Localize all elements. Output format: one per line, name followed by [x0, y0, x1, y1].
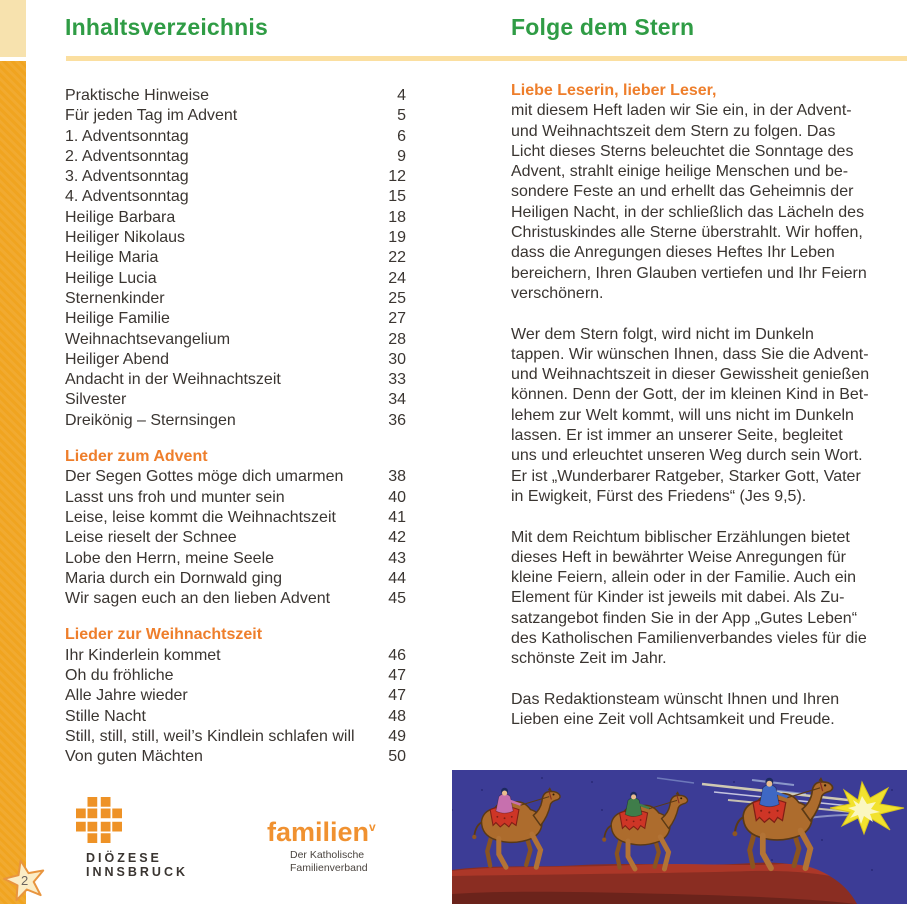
toc-entry-page: 46 — [388, 646, 406, 664]
toc-entry-label: Andacht in der Weihnachtszeit — [65, 371, 281, 389]
sidebar-accent-square — [0, 0, 26, 57]
text-line: und Weihnachtszeit in dieser Gewissheit genießen — [511, 366, 870, 384]
text-line: Er ist „Wunderbarer Ratgeber, Starker Gott, Vater — [511, 467, 861, 485]
section-title-advent-songs: Lieder zum Advent — [65, 448, 208, 466]
toc-entry — [65, 569, 406, 589]
magi-illustration — [452, 770, 907, 904]
toc-entry-page: 50 — [388, 748, 406, 766]
toc-entry-label: Ihr Kinderlein kommet — [65, 646, 221, 664]
toc-entry — [65, 508, 406, 528]
toc-entry — [65, 467, 406, 487]
toc-entry-page: 40 — [388, 488, 406, 506]
toc-entry — [65, 747, 406, 767]
toc-entry-page: 9 — [397, 147, 406, 165]
letter-paragraph-1 — [511, 101, 907, 304]
toc-entry-label: Heilige Maria — [65, 249, 159, 267]
toc-entry-page: 43 — [388, 549, 406, 567]
text-line: und Weihnachtszeit dem Stern zu folgen. Das — [511, 122, 836, 140]
toc-entry — [65, 727, 406, 747]
text-line: in Ewigkeit, Fürst des Friedens“ (Jes 9,5). — [511, 487, 807, 505]
toc-entry — [65, 269, 406, 289]
text-line: des Katholischen Familienverbandes vieles für die — [511, 630, 867, 648]
toc-advent-songs-list — [65, 467, 406, 609]
text-line: Licht dieses Sterns beleuchtet die Sonntage des — [511, 142, 854, 160]
toc-entry-page: 45 — [388, 590, 406, 608]
toc-entry-page: 6 — [397, 127, 406, 145]
text-line: lehem zur Welt kommt, will uns nicht im Dunkeln — [511, 406, 854, 424]
text-line: dieses Heft in bewährter Weise Anregungen für — [511, 548, 847, 566]
text-line: Das Redaktionsteam wünscht Ihnen und Ihren — [511, 690, 840, 708]
text-line: Wer dem Stern folgt, wird nicht im Dunkeln — [511, 325, 814, 343]
toc-entry-page: 48 — [388, 707, 406, 725]
toc-entry — [65, 549, 406, 569]
text-line: satzangebot finden Sie in der App „Gutes Leben“ — [511, 609, 858, 627]
toc-entry-label: Sternenkinder — [65, 289, 165, 307]
toc-entry — [65, 390, 406, 410]
toc-entry — [65, 589, 406, 609]
toc-entry-page: 12 — [388, 168, 406, 186]
toc-entry-label: Dreikönig – Sternsingen — [65, 411, 236, 429]
text-line: schönste Zeit im Jahr. — [511, 650, 667, 668]
text-line: mit diesem Heft laden wir Sie ein, in der Advent- — [511, 102, 852, 120]
toc-entry — [65, 248, 406, 268]
text-line: tappen. Wir wünschen Ihnen, dass Sie die Advent- — [511, 345, 869, 363]
toc-entry — [65, 228, 406, 248]
section-title-christmas-songs: Lieder zur Weihnachtszeit — [65, 626, 263, 644]
text-line: uns und erleuchtet unseren Weg durch sein Wort. — [511, 447, 863, 465]
text-line: sondere Feste an und erhellt das Geheimnis der — [511, 183, 854, 201]
diocese-cross-icon — [76, 797, 122, 843]
diocese-logo-line2: INNSBRUCK — [86, 865, 188, 879]
text-line: Element für Kinder ist jeweils mit dabei. Als Zu- — [511, 589, 845, 607]
text-line: bereichern, Ihren Glauben vertiefen und Ihr Feiern — [511, 264, 867, 282]
toc-entry — [65, 127, 406, 147]
toc-christmas-songs-list — [65, 646, 406, 768]
toc-entry-label: Oh du fröhliche — [65, 667, 174, 685]
toc-entry-page: 44 — [388, 569, 406, 587]
letter-paragraph-2 — [511, 325, 907, 508]
toc-entry — [65, 686, 406, 706]
toc-entry-page: 28 — [388, 330, 406, 348]
toc-entry — [65, 86, 406, 106]
familien-logo-mark: v — [369, 820, 376, 834]
toc-entry — [65, 707, 406, 727]
text-line: verschönern. — [511, 284, 604, 302]
toc-entry-page: 47 — [388, 687, 406, 705]
toc-entry — [65, 646, 406, 666]
salutation: Liebe Leserin, lieber Leser, — [511, 82, 717, 99]
toc-entry-page: 36 — [388, 411, 406, 429]
toc-entry-label: 2. Adventsonntag — [65, 147, 189, 165]
toc-entry — [65, 309, 406, 329]
page-number-star — [1, 858, 49, 904]
toc-entry-page: 38 — [388, 468, 406, 486]
toc-entry-page: 24 — [388, 269, 406, 287]
letter-paragraph-4 — [511, 690, 907, 731]
toc-entry — [65, 370, 406, 390]
toc-entry — [65, 411, 406, 431]
diocese-logo-line1: DIÖZESE — [86, 851, 162, 865]
diocese-innsbruck-logo — [76, 797, 188, 879]
toc-entry-page: 33 — [388, 371, 406, 389]
toc-entry — [65, 330, 406, 350]
toc-column — [65, 86, 406, 768]
toc-entry — [65, 666, 406, 686]
toc-entry-label: Heiliger Abend — [65, 350, 170, 368]
text-line: lassen. Er ist immer an unserer Seite, begleitet — [511, 427, 843, 445]
header-underline — [66, 56, 907, 61]
toc-entry-label: Stille Nacht — [65, 707, 146, 725]
toc-entry-page: 42 — [388, 529, 406, 547]
text-line: Lieben eine Zeit voll Achtsamkeit und Freude. — [511, 711, 835, 729]
toc-entry-page: 49 — [388, 727, 406, 745]
toc-entry — [65, 289, 406, 309]
text-line: können. Denn der Gott, der im kleinen Kind in Bet- — [511, 386, 869, 404]
toc-entry-page: 41 — [388, 508, 406, 526]
toc-entry-page: 19 — [388, 229, 406, 247]
toc-entry — [65, 167, 406, 187]
text-line: Heiligen Nacht, in der schließlich das Lächeln des — [511, 203, 865, 221]
page-title-follow-star: Folge dem Stern — [511, 14, 695, 40]
toc-entry-label: 3. Adventsonntag — [65, 168, 189, 186]
toc-entry — [65, 488, 406, 508]
toc-entry — [65, 208, 406, 228]
toc-entry-label: Alle Jahre wieder — [65, 687, 188, 705]
text-line: kleine Feiern, allein oder in der Familie. Auch ein — [511, 569, 857, 587]
letter-paragraph-3 — [511, 528, 907, 670]
text-line: Mit dem Reichtum biblischer Erzählungen bietet — [511, 528, 850, 546]
toc-entry — [65, 187, 406, 207]
toc-entry-page: 18 — [388, 208, 406, 226]
toc-entry-page: 15 — [388, 188, 406, 206]
toc-entry-label: Heilige Barbara — [65, 208, 176, 226]
toc-entry-label: Still, still, still, weil’s Kindlein schlafen will — [65, 727, 355, 745]
page-number: 2 — [21, 873, 29, 888]
text-line: Advent, strahlt einige heilige Menschen und be- — [511, 163, 849, 181]
toc-entry-page: 22 — [388, 249, 406, 267]
toc-entry — [65, 147, 406, 167]
text-line: Christuskindes alle Sterne überstrahlt. Wir hoffen, — [511, 224, 863, 242]
toc-entry-label: Für jeden Tag im Advent — [65, 107, 238, 125]
toc-entry-label: 1. Adventsonntag — [65, 127, 189, 145]
toc-entry-page: 5 — [397, 107, 406, 125]
toc-entry — [65, 106, 406, 126]
toc-entry-label: Leise rieselt der Schnee — [65, 529, 237, 547]
toc-entry-page: 25 — [388, 289, 406, 307]
toc-entry — [65, 528, 406, 548]
toc-entry-page: 34 — [388, 391, 406, 409]
toc-entry-label: Wir sagen euch an den lieben Advent — [65, 590, 331, 608]
page-title-toc: Inhaltsverzeichnis — [65, 14, 269, 40]
toc-entry — [65, 350, 406, 370]
toc-entry-label: Leise, leise kommt die Weihnachtszeit — [65, 508, 336, 526]
letter-column — [511, 81, 907, 731]
toc-entry-label: Silvester — [65, 391, 127, 409]
toc-entry-page: 30 — [388, 350, 406, 368]
toc-entry-label: Lobe den Herrn, meine Seele — [65, 549, 275, 567]
toc-entry-label: Heilige Familie — [65, 310, 170, 328]
toc-entry-label: 4. Adventsonntag — [65, 188, 189, 206]
toc-entry-label: Der Segen Gottes möge dich umarmen — [65, 468, 344, 486]
toc-entry-label: Heilige Lucia — [65, 269, 157, 287]
toc-entry-label: Praktische Hinweise — [65, 87, 210, 104]
toc-entry-page: 47 — [388, 667, 406, 685]
toc-entry-label: Von guten Mächten — [65, 748, 203, 766]
familienverband-logo — [267, 814, 376, 874]
toc-entry-page: 27 — [388, 310, 406, 328]
text-line: dass die Anregungen dieses Heftes Ihr Leben — [511, 244, 835, 262]
familien-wordmark: familien$^v$ — [267, 817, 376, 847]
familienverband-subtitle: Der Katholische Familienverband — [290, 849, 368, 874]
toc-main-list — [65, 86, 406, 431]
toc-entry-page: 4 — [397, 87, 406, 104]
toc-entry-label: Maria durch ein Dornwald ging — [65, 569, 282, 587]
toc-entry-label: Lasst uns froh und munter sein — [65, 488, 285, 506]
sidebar-strip — [0, 61, 29, 904]
toc-entry-label: Heiliger Nikolaus — [65, 229, 186, 247]
toc-entry-label: Weihnachtsevangelium — [65, 330, 231, 348]
